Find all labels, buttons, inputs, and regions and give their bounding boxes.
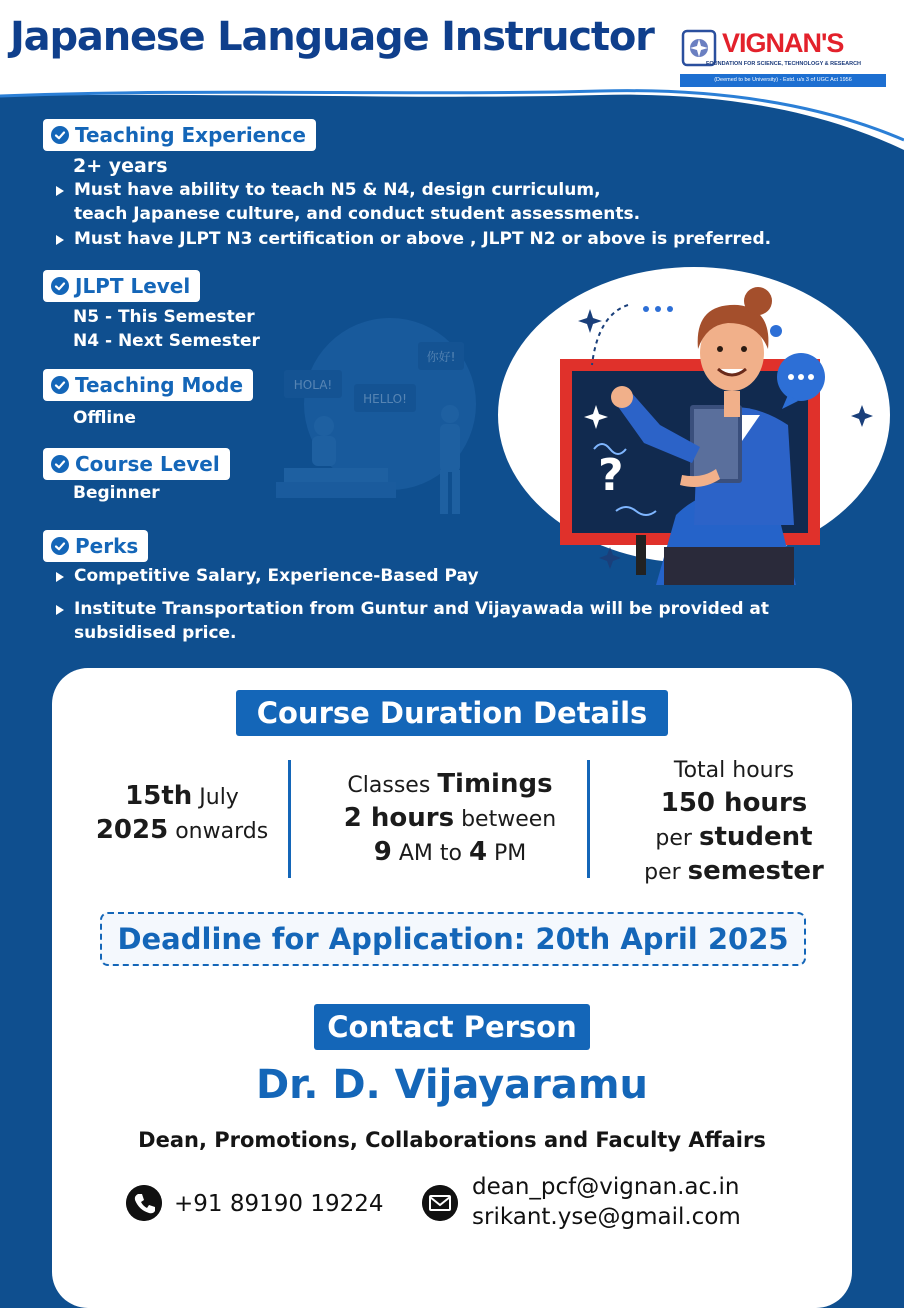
experience-value: 2+ years (73, 155, 168, 177)
experience-bullet-1-continued: teach Japanese culture, and conduct student assessments. (74, 204, 641, 224)
experience-bullet-2-text: Must have JLPT N3 certification or above , JLPT N2 or above is preferred. (74, 229, 772, 249)
timings-prefix: Classes (347, 773, 431, 798)
bubble-hola: HOLA! (293, 378, 333, 392)
total-per-1: per (655, 826, 692, 851)
check-circle-icon (51, 376, 69, 394)
contact-person-heading: Contact Person (314, 1004, 590, 1050)
perk-bullet-2 (52, 597, 769, 622)
logo-strip: (Deemed to be University) - Estd. u/s 3 of UGC Act 1956 (680, 74, 886, 87)
jlpt-line-2: N4 - Next Semester (73, 331, 260, 351)
perk-bullet-1 (52, 564, 479, 589)
teaching-experience-text: Teaching Experience (75, 123, 306, 147)
start-year: 2025 (95, 815, 169, 845)
teaching-mode-label (43, 369, 253, 401)
contact-name: Dr. D. Vijayaramu (255, 1062, 649, 1108)
perk-bullet-1-text: Competitive Salary, Experience-Based Pay (74, 566, 479, 586)
perks-label (43, 530, 148, 562)
timings-between: between (461, 807, 557, 832)
email-primary[interactable]: dean_pcf@vignan.ac.in (472, 1174, 740, 1200)
contact-role: Dean, Promotions, Collaborations and Faculty Affairs (138, 1128, 766, 1152)
bullet-arrow-icon (56, 235, 64, 245)
check-circle-icon (51, 277, 69, 295)
start-day: 15th (125, 781, 193, 811)
teaching-mode-text: Teaching Mode (75, 373, 244, 397)
perks-text: Perks (75, 534, 139, 558)
column-divider (288, 760, 291, 878)
total-per-2: per (644, 860, 681, 885)
teaching-mode-value: Offline (73, 408, 136, 428)
timings-to: 4 (468, 837, 488, 867)
phone-number[interactable]: +91 89190 19224 (174, 1191, 384, 1217)
bullet-arrow-icon (56, 572, 64, 582)
bubble-nihao: 你好! (426, 350, 456, 364)
jlpt-level-label (43, 270, 200, 302)
timings-pm: PM (494, 841, 527, 866)
total-student: student (698, 822, 813, 852)
details-card (52, 668, 852, 1308)
experience-bullet-1-text: Must have ability to teach N5 & N4, design curriculum, (74, 180, 601, 200)
email-icon (422, 1185, 458, 1221)
course-level-label (43, 448, 230, 480)
language-classroom-illustration (272, 318, 502, 524)
course-duration-heading: Course Duration Details (236, 690, 668, 736)
start-date-block (72, 780, 292, 848)
timings-am: AM to (398, 841, 462, 866)
jlpt-level-text: JLPT Level (75, 274, 191, 298)
column-divider (587, 760, 590, 878)
vignans-logo (680, 28, 890, 90)
page-title: Japanese Language Instructor (10, 14, 654, 60)
experience-bullet-1 (52, 178, 601, 203)
bubble-hello: HELLO! (363, 392, 407, 406)
perk-bullet-2-text: Institute Transportation from Guntur and Vijayawada will be provided at (74, 599, 770, 619)
start-month: July (199, 785, 239, 810)
total-label: Total hours (673, 758, 795, 783)
svg-text:?: ? (598, 450, 624, 501)
total-hours-value: 150 hours (660, 788, 808, 818)
email-secondary[interactable]: srikant.yse@gmail.com (472, 1204, 741, 1230)
check-circle-icon (51, 537, 69, 555)
course-level-text: Course Level (75, 452, 220, 476)
bullet-arrow-icon (56, 605, 64, 615)
timings-block (302, 768, 598, 870)
logo-subtitle: FOUNDATION FOR SCIENCE, TECHNOLOGY & RESEARCH (706, 61, 862, 67)
experience-bullet-2 (52, 227, 771, 252)
check-circle-icon (51, 455, 69, 473)
check-circle-icon (51, 126, 69, 144)
total-semester: semester (687, 856, 824, 886)
start-suffix: onwards (175, 819, 269, 844)
bullet-arrow-icon (56, 186, 64, 196)
perk-bullet-2-continued: subsidised price. (74, 623, 237, 643)
teacher-illustration (498, 265, 904, 585)
phone-icon (126, 1185, 162, 1221)
timings-from: 9 (373, 837, 392, 867)
application-deadline: Deadline for Application: 20th April 2025 (100, 912, 806, 966)
jlpt-line-1: N5 - This Semester (73, 307, 255, 327)
logo-name: VIGNAN'S (722, 28, 844, 58)
timings-hours: 2 hours (343, 803, 455, 833)
total-hours-block (608, 754, 860, 889)
teaching-experience-label (43, 119, 316, 151)
timings-label: Timings (437, 769, 553, 799)
course-level-value: Beginner (73, 483, 160, 503)
